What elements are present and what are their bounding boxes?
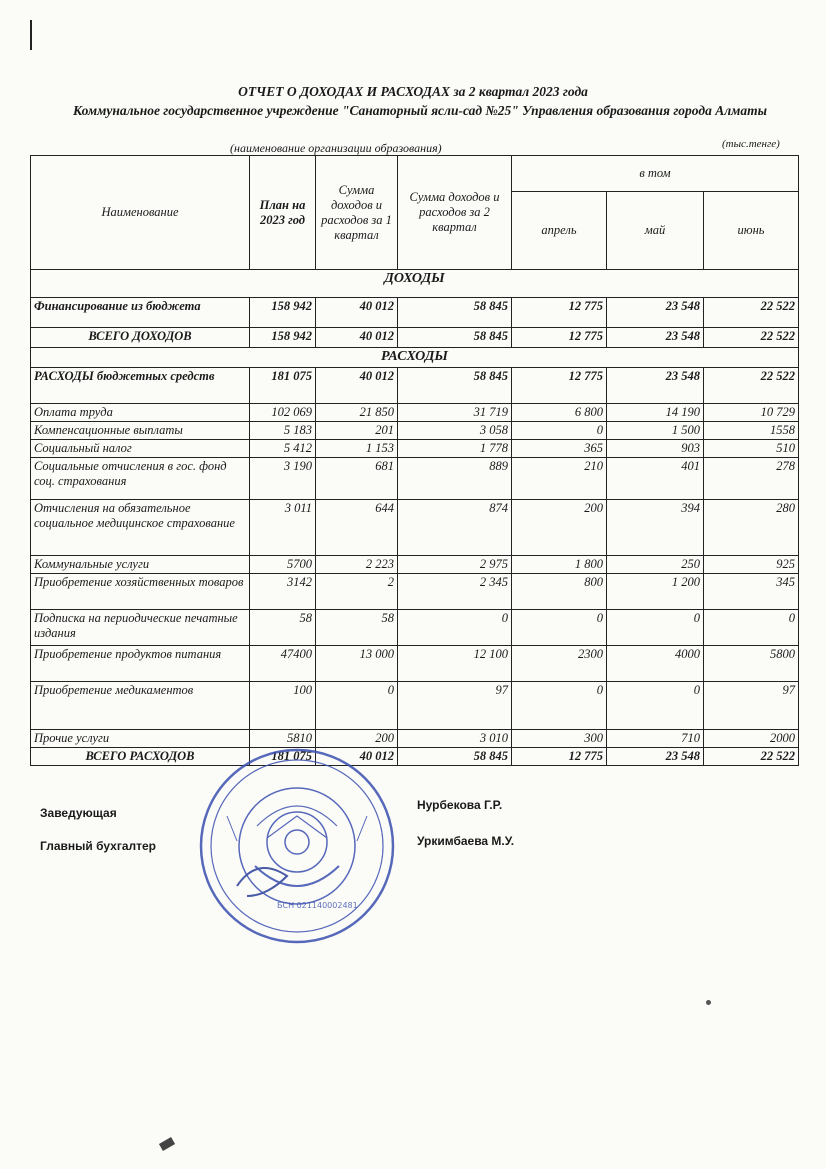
expense-row xyxy=(31,500,799,556)
cell-jun: 5800 xyxy=(704,646,799,682)
header-may: май xyxy=(607,192,704,270)
header-q2: Сумма доходов и расходов за 2 квартал xyxy=(398,156,512,270)
cell-apr: 210 xyxy=(512,458,607,500)
cell-q2: 12 100 xyxy=(398,646,512,682)
cell-q1: 40 012 xyxy=(316,368,398,404)
cell-jun: 925 xyxy=(704,556,799,574)
cell-q1: 40 012 xyxy=(316,328,398,348)
row-label: Приобретение медикаментов xyxy=(31,682,250,730)
cell-q2: 97 xyxy=(398,682,512,730)
accountant-name: Уркимбаева М.У. xyxy=(417,834,515,848)
row-label: Финансирование из бюджета xyxy=(31,298,250,328)
accountant-role: Главный бухгалтер xyxy=(40,839,157,853)
row-label: Коммунальные услуги xyxy=(31,556,250,574)
cell-jun: 278 xyxy=(704,458,799,500)
cell-apr: 6 800 xyxy=(512,404,607,422)
cell-apr: 365 xyxy=(512,440,607,458)
cell-q1: 40 012 xyxy=(316,748,398,766)
header-name: Наименование xyxy=(31,156,250,270)
cell-may: 710 xyxy=(607,730,704,748)
cell-may: 23 548 xyxy=(607,748,704,766)
head-name: Нурбекова Г.Р. xyxy=(417,798,503,812)
cell-apr: 12 775 xyxy=(512,368,607,404)
cell-q1: 58 xyxy=(316,610,398,646)
cell-plan: 181 075 xyxy=(250,368,316,404)
cell-jun: 1558 xyxy=(704,422,799,440)
row-label: Прочие услуги xyxy=(31,730,250,748)
cell-apr: 300 xyxy=(512,730,607,748)
cell-plan: 102 069 xyxy=(250,404,316,422)
report-title: ОТЧЕТ О ДОХОДАХ И РАСХОДАХ за 2 квартал 2023 года xyxy=(238,84,588,99)
cell-may: 23 548 xyxy=(607,328,704,348)
table-body xyxy=(31,270,799,766)
row-label: Подписка на периодические печатные издания xyxy=(31,610,250,646)
cell-q1: 21 850 xyxy=(316,404,398,422)
section-income: ДОХОДЫ xyxy=(31,270,799,298)
expense-row xyxy=(31,404,799,422)
cell-plan: 3 190 xyxy=(250,458,316,500)
cell-may: 394 xyxy=(607,500,704,556)
income-row xyxy=(31,298,799,328)
cell-jun: 0 xyxy=(704,610,799,646)
cell-may: 0 xyxy=(607,682,704,730)
margin-mark xyxy=(30,20,32,50)
expense-row xyxy=(31,682,799,730)
header-april: апрель xyxy=(512,192,607,270)
cell-q1: 40 012 xyxy=(316,298,398,328)
cell-may: 903 xyxy=(607,440,704,458)
row-label: ВСЕГО РАСХОДОВ xyxy=(31,748,250,766)
row-label: РАСХОДЫ бюджетных средств xyxy=(31,368,250,404)
cell-q2: 58 845 xyxy=(398,748,512,766)
cell-jun: 510 xyxy=(704,440,799,458)
cell-jun: 97 xyxy=(704,682,799,730)
cell-may: 1 200 xyxy=(607,574,704,610)
cell-q1: 1 153 xyxy=(316,440,398,458)
cell-q1: 0 xyxy=(316,682,398,730)
cell-plan: 5810 xyxy=(250,730,316,748)
cell-plan: 5 183 xyxy=(250,422,316,440)
units-note: (тыс.тенге) xyxy=(722,138,780,150)
organization-name: Коммунальное государственное учреждение "Санаторный ясли-сад №25" Управления образования города Алматы xyxy=(72,103,767,118)
head-role: Заведующая xyxy=(40,806,117,820)
cell-apr: 2300 xyxy=(512,646,607,682)
cell-may: 401 xyxy=(607,458,704,500)
header-june: июнь xyxy=(704,192,799,270)
row-label: Приобретение продуктов питания xyxy=(31,646,250,682)
cell-plan: 100 xyxy=(250,682,316,730)
cell-apr: 0 xyxy=(512,422,607,440)
expense-row xyxy=(31,458,799,500)
cell-plan: 5 412 xyxy=(250,440,316,458)
cell-plan: 58 xyxy=(250,610,316,646)
income-total-row xyxy=(31,328,799,348)
cell-plan: 3142 xyxy=(250,574,316,610)
cell-plan: 158 942 xyxy=(250,298,316,328)
cell-q2: 58 845 xyxy=(398,298,512,328)
row-label: Компенсационные выплаты xyxy=(31,422,250,440)
row-label: Оплата труда xyxy=(31,404,250,422)
cell-jun: 2000 xyxy=(704,730,799,748)
cell-q1: 200 xyxy=(316,730,398,748)
cell-q2: 2 975 xyxy=(398,556,512,574)
cell-may: 250 xyxy=(607,556,704,574)
cell-q2: 58 845 xyxy=(398,368,512,404)
cell-jun: 345 xyxy=(704,574,799,610)
cell-jun: 22 522 xyxy=(704,328,799,348)
cell-plan: 181 075 xyxy=(250,748,316,766)
ink-smudge xyxy=(159,1137,175,1151)
cell-may: 14 190 xyxy=(607,404,704,422)
expense-total-row xyxy=(31,748,799,766)
cell-may: 1 500 xyxy=(607,422,704,440)
ink-dot xyxy=(706,1000,711,1005)
cell-q2: 3 010 xyxy=(398,730,512,748)
cell-q2: 31 719 xyxy=(398,404,512,422)
cell-q1: 2 xyxy=(316,574,398,610)
expense-row xyxy=(31,440,799,458)
cell-q2: 3 058 xyxy=(398,422,512,440)
cell-q1: 13 000 xyxy=(316,646,398,682)
table-header xyxy=(31,156,799,270)
cell-may: 4000 xyxy=(607,646,704,682)
header-q1: Сумма доходов и расходов за 1 квартал xyxy=(316,156,398,270)
cell-q1: 681 xyxy=(316,458,398,500)
expense-row xyxy=(31,730,799,748)
cell-q2: 0 xyxy=(398,610,512,646)
svg-text:БСН 021140002481: БСН 021140002481 xyxy=(277,901,358,910)
row-label: Отчисления на обязательное социальное медицинское страхование xyxy=(31,500,250,556)
expense-row xyxy=(31,610,799,646)
cell-plan: 3 011 xyxy=(250,500,316,556)
header-plan: План на 2023 год xyxy=(250,156,316,270)
cell-q1: 201 xyxy=(316,422,398,440)
cell-may: 23 548 xyxy=(607,368,704,404)
section-expense-row xyxy=(31,348,799,368)
cell-q2: 58 845 xyxy=(398,328,512,348)
row-label: Социальные отчисления в гос. фонд соц. страхования xyxy=(31,458,250,500)
row-label: Социальный налог xyxy=(31,440,250,458)
expense-row xyxy=(31,646,799,682)
cell-apr: 200 xyxy=(512,500,607,556)
organization-note: (наименование организации образования) xyxy=(230,141,442,155)
cell-jun: 22 522 xyxy=(704,368,799,404)
cell-jun: 280 xyxy=(704,500,799,556)
cell-apr: 12 775 xyxy=(512,328,607,348)
cell-q1: 2 223 xyxy=(316,556,398,574)
cell-may: 23 548 xyxy=(607,298,704,328)
report-table xyxy=(30,155,799,766)
cell-may: 0 xyxy=(607,610,704,646)
cell-apr: 12 775 xyxy=(512,748,607,766)
section-income-row xyxy=(31,270,799,298)
cell-plan: 158 942 xyxy=(250,328,316,348)
cell-apr: 1 800 xyxy=(512,556,607,574)
expense-row xyxy=(31,368,799,404)
cell-q1: 644 xyxy=(316,500,398,556)
cell-jun: 22 522 xyxy=(704,748,799,766)
cell-plan: 47400 xyxy=(250,646,316,682)
expense-row xyxy=(31,574,799,610)
cell-plan: 5700 xyxy=(250,556,316,574)
expense-row xyxy=(31,422,799,440)
section-expense: РАСХОДЫ xyxy=(31,348,799,368)
cell-apr: 800 xyxy=(512,574,607,610)
cell-q2: 2 345 xyxy=(398,574,512,610)
cell-q2: 889 xyxy=(398,458,512,500)
cell-apr: 12 775 xyxy=(512,298,607,328)
official-seal xyxy=(197,746,397,946)
row-label: ВСЕГО ДОХОДОВ xyxy=(31,328,250,348)
cell-q2: 1 778 xyxy=(398,440,512,458)
cell-q2: 874 xyxy=(398,500,512,556)
cell-apr: 0 xyxy=(512,682,607,730)
expense-row xyxy=(31,556,799,574)
row-label: Приобретение хозяйственных товаров xyxy=(31,574,250,610)
cell-jun: 10 729 xyxy=(704,404,799,422)
header-incl: в том xyxy=(512,156,799,192)
cell-jun: 22 522 xyxy=(704,298,799,328)
cell-apr: 0 xyxy=(512,610,607,646)
